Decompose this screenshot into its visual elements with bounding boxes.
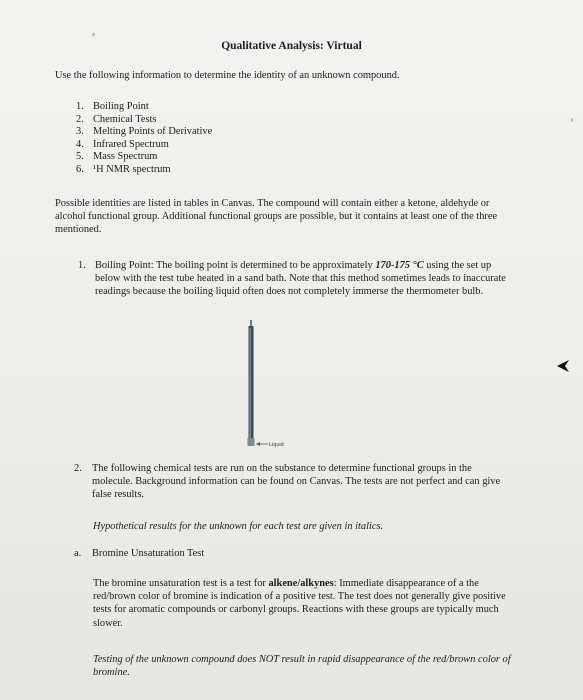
methods-list xyxy=(76,101,212,177)
bromine-result: Testing of the unknown compound does NOT result in rapid disappearance of the red/brown color of bromine. xyxy=(93,654,511,679)
thermometer-stem xyxy=(249,326,254,444)
list-item: 2. Chemical Tests xyxy=(76,113,157,125)
list-item: 5. Mass Spectrum xyxy=(76,151,158,163)
item-number: 1. xyxy=(78,260,86,271)
list-item: 4. Infrared Spectrum xyxy=(76,138,169,150)
boiling-range: 170-175 °C xyxy=(375,260,424,271)
item-number: 2. xyxy=(74,463,82,474)
speck-mark xyxy=(92,33,95,36)
list-item: 1. Boiling Point xyxy=(76,101,149,112)
thermometer-cap xyxy=(250,320,252,326)
mouse-cursor-icon xyxy=(556,359,570,373)
bromine-description: The bromine unsaturation test is a test for alkene/alkynes: Immediate disappearance of a the red/brown color of bromine is indication of a positive test. The test does not generally give positive tests for aromatic compounds or carbonyl groups. Reactions with these groups are typically much slower. xyxy=(93,578,506,629)
list-item: 6. ¹H NMR spectrum xyxy=(76,163,171,175)
document-title: Qualitative Analysis: Virtual xyxy=(221,40,362,52)
hypothetical-note: Hypothetical results for the unknown for each test are given in italics. xyxy=(93,521,384,532)
liquid-label: Liquid xyxy=(269,442,284,448)
speck-mark xyxy=(571,118,573,122)
boiling-point-text: Boiling Point: The boiling point is determined to be approximately 170-175 °C using the set up below with the test tube heated in a sand bath. Note that this method sometimes leads to inaccurate readings because the boiling liquid often does not completely immerse the thermometer bulb. xyxy=(95,260,506,298)
chemical-tests-item xyxy=(74,462,504,502)
chemical-tests-text: The following chemical tests are run on the substance to determine functional groups in the molecule. Background information can be found on Canvas. The tests are not perfect and can give false results. xyxy=(92,463,501,501)
boiling-point-item xyxy=(78,259,508,299)
intro-paragraph: Use the following information to determine the identity of an unknown compound. xyxy=(55,70,400,81)
item-letter: a. xyxy=(74,548,82,559)
thermometer-bulb xyxy=(248,438,255,446)
list-item: 3. Melting Points of Derivative xyxy=(76,126,213,138)
thermometer-diagram xyxy=(246,320,306,450)
possible-identities-paragraph: Possible identities are listed in tables in Canvas. The compound will contain either a ketone, aldehyde or alcohol functional group. Additional functional groups are possible, but it contains at least one of the three mentioned. xyxy=(55,198,498,236)
bromine-keyword: alkene/alkynes xyxy=(268,578,334,589)
thermometer-glare xyxy=(250,328,251,442)
label-arrowhead xyxy=(256,442,260,446)
bromine-test-label: Bromine Unsaturation Test xyxy=(92,548,205,559)
bromine-test-heading xyxy=(74,547,494,560)
